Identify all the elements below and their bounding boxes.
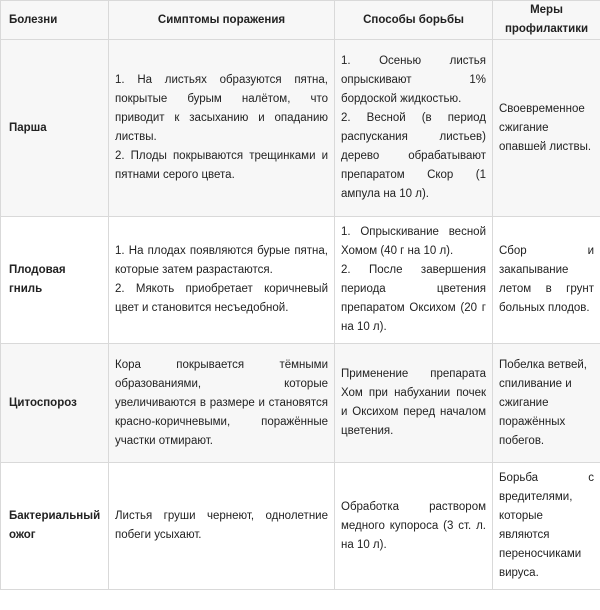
table-row [1, 217, 600, 344]
header-symptoms: Симптомы поражения [109, 1, 335, 40]
symptom-text: 1. На плодах появляются бурые пятна, которые затем разрастаются. [115, 245, 328, 276]
symptoms-cell [109, 344, 335, 463]
table-header-row [1, 1, 600, 40]
symptom-text: 2. Мякоть приобретает коричневый цвет и становится несъедобной. [115, 283, 328, 314]
disease-name: Плодовая гниль [1, 217, 109, 344]
header-prevention: Меры профилактики [493, 1, 600, 40]
table-row [1, 463, 600, 590]
prevention-cell: Сбор и закапывание летом в грунт больных плодов. [493, 217, 600, 344]
control-text: 1. Опрыскивание весной Хомом (40 г на 10 л). [341, 226, 486, 257]
control-text: 2. После завершения периода цветения препаратом Оксихом (20 г на 10 л). [341, 264, 486, 333]
control-text: Применение препарата Хом при набухании почек и Оксихом перед началом цветения. [341, 368, 486, 437]
disease-name: Парша [1, 40, 109, 217]
control-cell [335, 344, 493, 463]
table-row [1, 40, 600, 217]
table-row [1, 344, 600, 463]
header-control: Способы борьбы [335, 1, 493, 40]
symptom-text: 2. Плоды покрываются трещинками и пятнами серого цвета. [115, 150, 328, 181]
control-cell [335, 217, 493, 344]
symptoms-cell [109, 463, 335, 590]
control-cell [335, 40, 493, 217]
disease-name: Бактериальный ожог [1, 463, 109, 590]
prevention-cell: Борьба с вредителями, которые являются переносчиками вируса. [493, 463, 600, 590]
prevention-cell: Побелка ветвей, спиливание и сжигание поражённых побегов. [493, 344, 600, 463]
control-text: Обработка раствором медного купороса (3 ст. л. на 10 л). [341, 500, 486, 551]
header-disease: Болезни [1, 1, 109, 40]
control-cell [335, 463, 493, 590]
symptom-text: Листья груши чернеют, однолетние побеги усыхают. [115, 510, 328, 541]
disease-name: Цитоспороз [1, 344, 109, 463]
prevention-cell: Своевременное сжигание опавшей листвы. [493, 40, 600, 217]
symptoms-cell [109, 217, 335, 344]
symptom-text: Кора покрывается тёмными образованиями, которые увеличиваются в размере и становятся красно-коричневыми, поражённые участки отмирают. [115, 358, 328, 447]
symptom-text: 1. На листьях образуются пятна, покрытые бурым налётом, что приводит к засыханию и опаданию листвы. [115, 74, 328, 143]
control-text: 1. Осенью листья опрыскивают 1% бордоской жидкостью. [341, 55, 486, 105]
symptoms-cell [109, 40, 335, 217]
control-text: 2. Весной (в период распускания листьев) дерево обрабатывают препаратом Скор (1 ампула на 10 л). [341, 112, 486, 200]
